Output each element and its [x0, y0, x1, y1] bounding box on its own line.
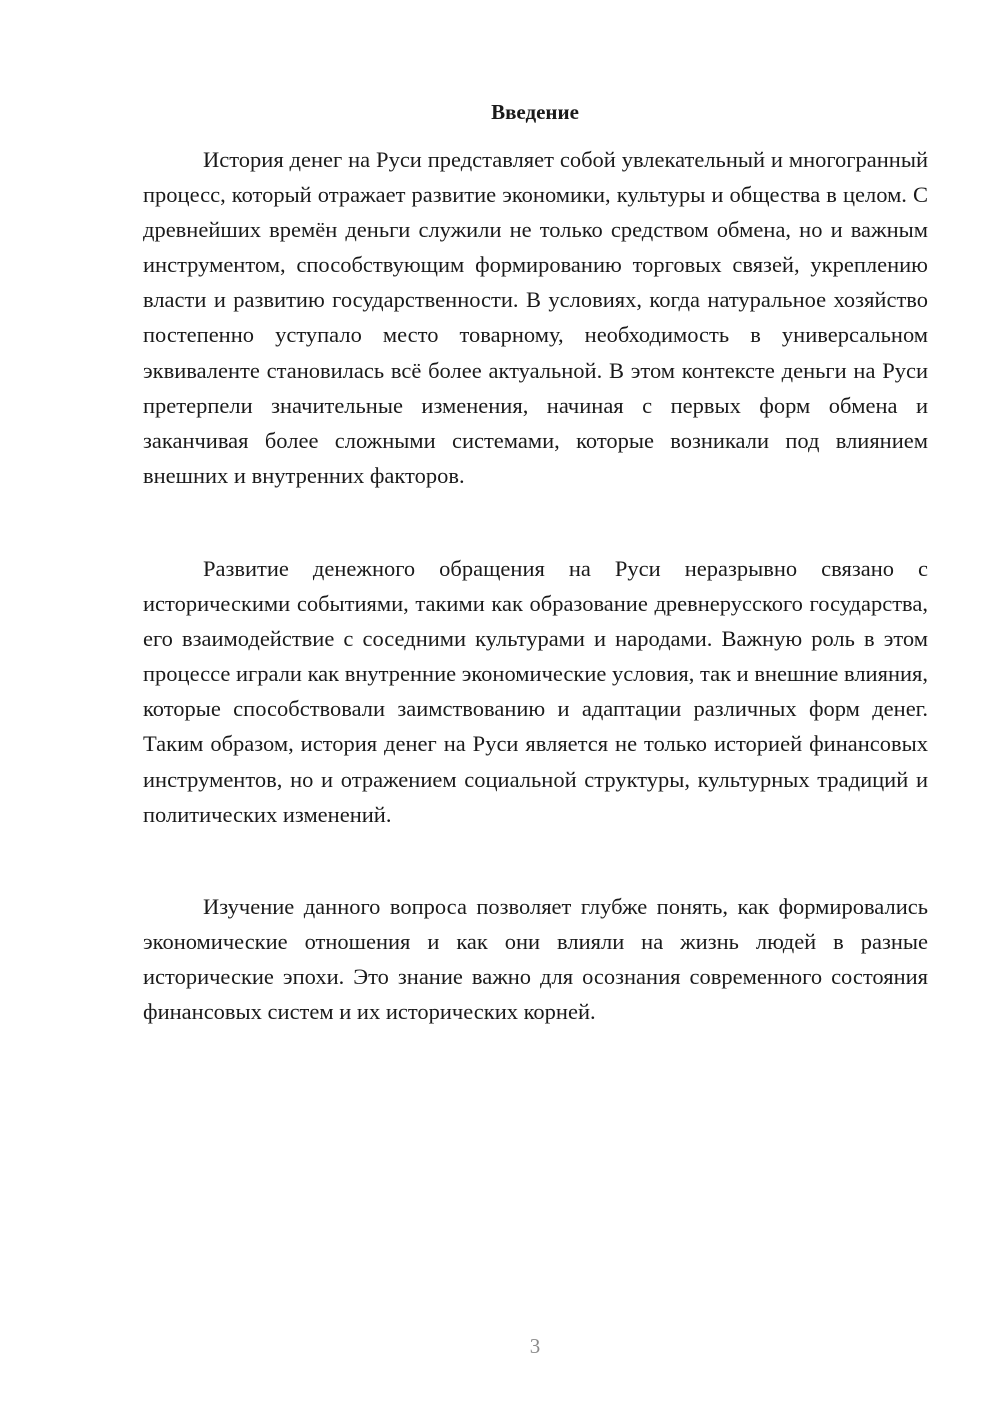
paragraph-1: История денег на Руси представляет собой увлекательный и многогранный процесс, который отражает развитие экономики, культуры и общества в целом. С древнейших времён деньги служили не только средством обмена, но и важным инструментом, способствующим формированию торговых связей, укреплению власти и развитию государственности. В условиях, когда натуральное хозяйство постепенно уступало место товарному, необходимость в универсальном эквиваленте становилась всё более актуальной. В этом контексте деньги на Руси претерпели значительные изменения, начиная с первых форм обмена и заканчивая более сложными системами, которые возникали под влиянием внешних и внутренних факторов. — [143, 147, 928, 488]
paragraph-2: Развитие денежного обращения на Руси неразрывно связано с историческими событиями, такими как образование древнерусского государства, его взаимодействие с соседними культурами и народами. Важную роль в этом процессе играли как внутренние экономические условия, так и внешние влияния, которые способствовали заимствованию и адаптации различных форм денег. Таким образом, история денег на Руси является не только историей финансовых инструментов, но и отражением социальной структуры, культурных традиций и политических изменений. — [143, 556, 928, 827]
page-number: 3 — [529, 1334, 541, 1358]
section-title: Введение — [491, 100, 579, 124]
paragraph-3: Изучение данного вопроса позволяет глубже понять, как формировались экономические отношения и как они влияли на жизнь людей в разные исторические эпохи. Это знание важно для осознания современного состояния финансовых систем и их исторических корней. — [143, 894, 928, 1025]
